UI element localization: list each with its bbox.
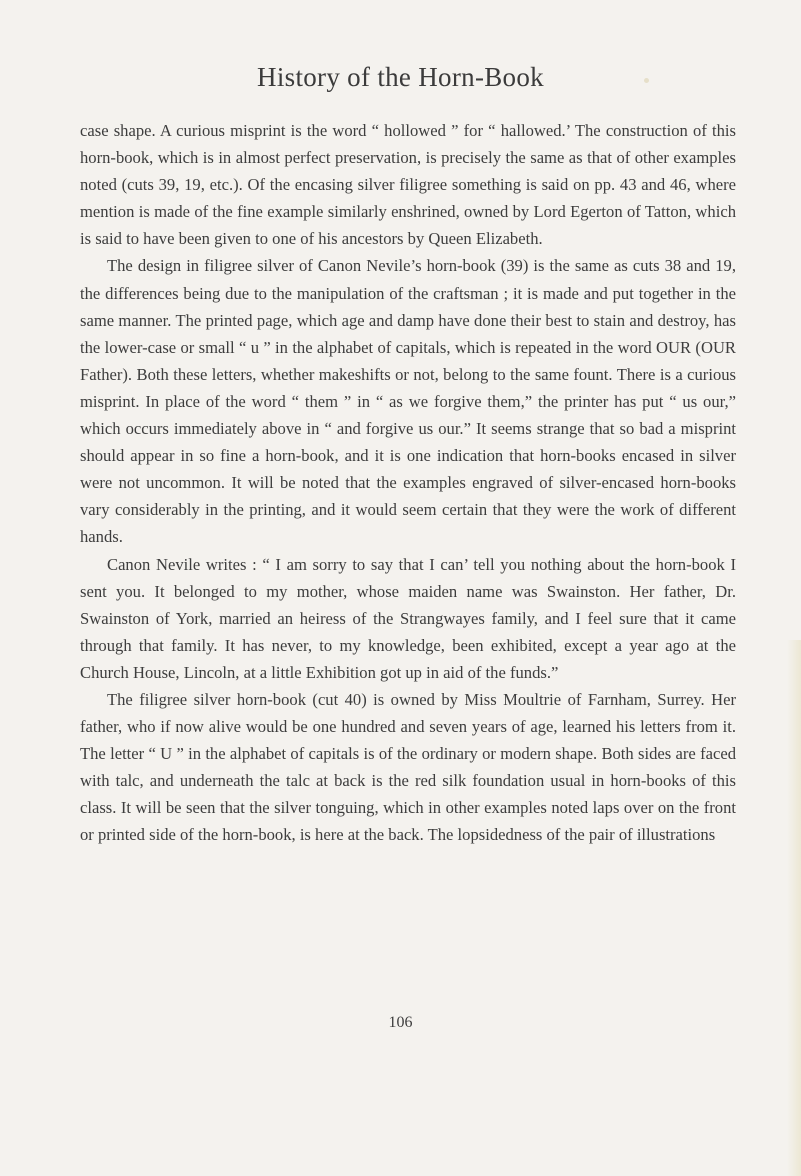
paper-speck xyxy=(644,78,649,83)
body-text xyxy=(80,117,736,849)
page-number: 106 xyxy=(388,1014,413,1031)
paragraph-continuation: case shape. A curious misprint is the word “ hollowed ” for “ hallowed.’ The construction of this horn-book, which is in almost perfect preservation, is precisely the same as that of other examples noted (cuts 39, 19, etc.). Of the encasing silver filigree something is said on pp. 43 and 46, where mention is made of the fine example similarly enshrined, owned by Lord Egerton of Tatton, which is said to have been given to one of his ancestors by Queen Elizabeth. xyxy=(80,121,736,249)
paragraph-canon-nevile-design: The design in filigree silver of Canon Nevile’s horn-book (39) is the same as cuts 38 and 19, the differences being due to the manipulation of the craftsman ; it is made and put together in the same manner. The printed page, which age and damp have done their best to stain and destroy, has the lower-case or small “ u ” in the alphabet of capitals, which is repeated in the word OUR (OUR Father). Both these letters, whether makeshifts or not, belong to the same fount. There is a curious misprint. In place of the word “ them ” in “ as we forgive them,” the printer has put “ us our,” which occurs immediately above in “ and forgive us our.” It seems strange that so bad a misprint should appear in so fine a horn-book, and it is one indication that horn-books encased in silver were not uncommon. It will be noted that the examples engraved of silver-encased horn-books vary considerably in the printing, and it would seem certain that they were the work of different hands. xyxy=(80,256,736,547)
paragraph-canon-nevile-letter: Canon Nevile writes : “ I am sorry to say that I can’ tell you nothing about the horn-book I sent you. It belonged to my mother, whose maiden name was Swainston. Her father, Dr. Swainston of York, married an heiress of the Strangwayes family, and I feel sure that it came through that family. It has never, to my knowledge, been exhibited, except a year ago at the Church House, Lincoln, at a little Exhibition got up in aid of the funds.” xyxy=(80,554,736,682)
running-head: History of the Horn-Book xyxy=(257,62,544,92)
paragraph-moultrie-hornbook: The filigree silver horn-book (cut 40) is owned by Miss Moultrie of Farnham, Surrey. Her father, who if now alive would be one hundred and seven years of age, learned his letters from it. The letter “ U ” in the alphabet of capitals is of the ordinary or modern shape. Both sides are faced with talc, and underneath the talc at back is the red silk foundation usual in horn-books of this class. It will be seen that the silver tonguing, which in other examples noted laps over on the front or printed side of the horn-book, is here at the back. The lopsidedness of the pair of illustrations xyxy=(80,689,736,845)
page-edge-shading xyxy=(787,640,801,1176)
